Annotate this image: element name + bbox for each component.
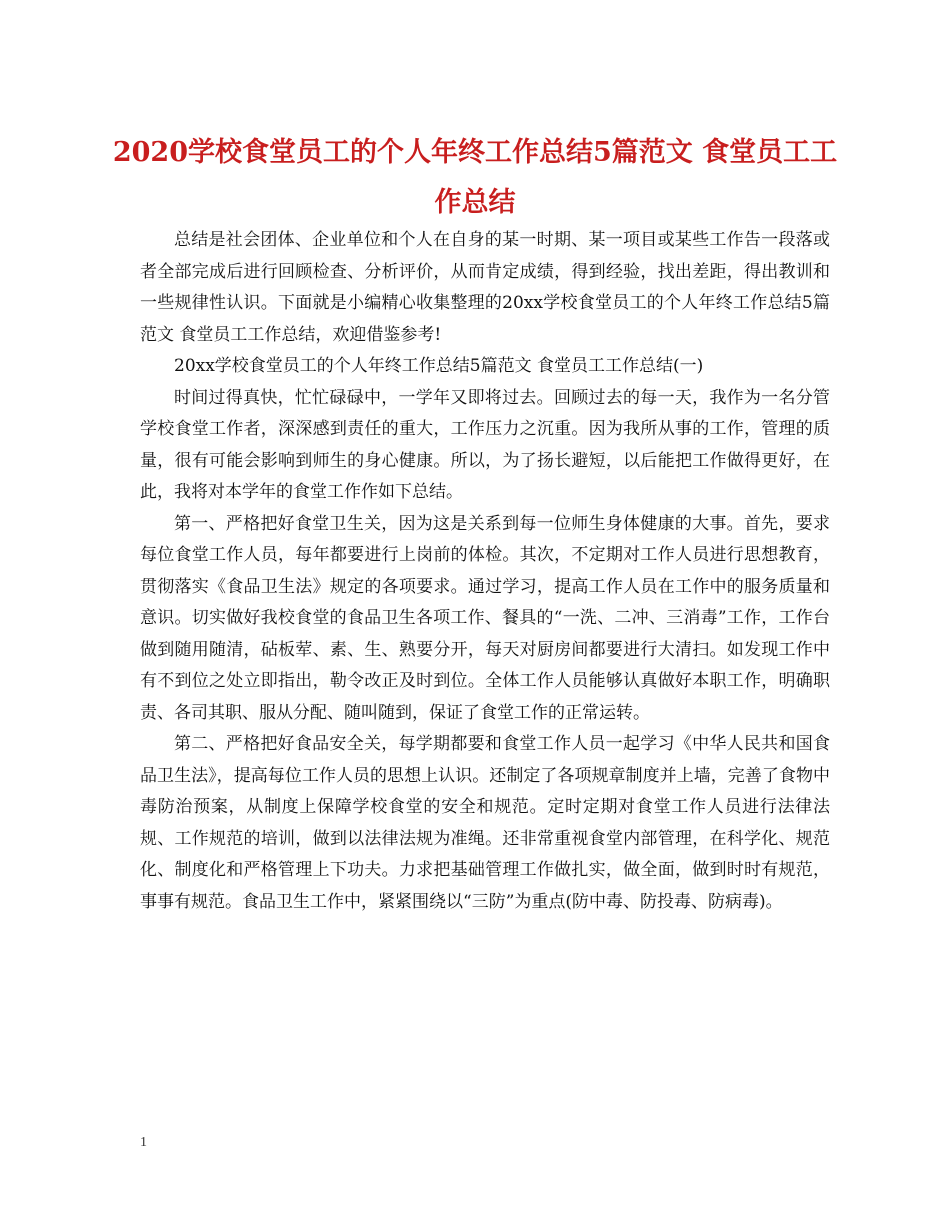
paragraph-section-heading: 20xx学校食堂员工的个人年终工作总结5篇范文 食堂员工工作总结(一) <box>174 356 704 376</box>
paragraph-intro: 总结是社会团体、企业单位和个人在自身的某一时期、某一项目或某些工作告一段落或者全部完成后进行回顾检查、分析评价，从而肯定成绩，得到经验，找出差距，得出教训和一些规律性认识。下面就是小编精心收集整理的20xx学校食堂员工的个人年终工作总结5篇范文 食堂员工工作总结，欢迎借鉴参考! <box>140 230 830 345</box>
document-body <box>140 225 830 918</box>
page-number: 1 <box>140 1135 147 1150</box>
paragraph-point-one: 第一、严格把好食堂卫生关，因为这是关系到每一位师生身体健康的大事。首先，要求每位食堂工作人员，每年都要进行上岗前的体检。其次，不定期对工作人员进行思想教育，贯彻落实《食品卫生法》规定的各项要求。通过学习，提高工作人员在工作中的服务质量和意识。切实做好我校食堂的食品卫生各项工作、餐具的“一洗、二冲、三消毒”工作，工作台做到随用随清，砧板荤、素、生、熟要分开，每天对厨房间都要进行大清扫。如发现工作中有不到位之处立即指出，勒令改正及时到位。全体工作人员能够认真做好本职工作，明确职责、各司其职、服从分配、随叫随到，保证了食堂工作的正常运转。 <box>140 513 830 723</box>
document-title: 2020学校食堂员工的个人年终工作总结5篇范文 食堂员工工作总结 <box>112 137 838 218</box>
paragraph-point-two: 第二、严格把好食品安全关，每学期都要和食堂工作人员一起学习《中华人民共和国食品卫生法》，提高每位工作人员的思想上认识。还制定了各项规章制度并上墙，完善了食物中毒防治预案，从制度上保障学校食堂的安全和规范。定时定期对食堂工作人员进行法律法规、工作规范的培训，做到以法律法规为准绳。还非常重视食堂内部管理，在科学化、规范化、制度化和严格管理上下功夫。力求把基础管理工作做扎实，做全面，做到时时有规范，事事有规范。食品卫生工作中，紧紧围绕以“三防”为重点(防中毒、防投毒、防病毒)。 <box>140 734 830 912</box>
paragraph-opening: 时间过得真快，忙忙碌碌中，一学年又即将过去。回顾过去的每一天，我作为一名分管学校食堂工作者，深深感到责任的重大，工作压力之沉重。因为我所从事的工作，管理的质量，很有可能会影响到师生的身心健康。所以，为了扬长避短，以后能把工作做得更好，在此，我将对本学年的食堂工作作如下总结。 <box>140 387 830 502</box>
